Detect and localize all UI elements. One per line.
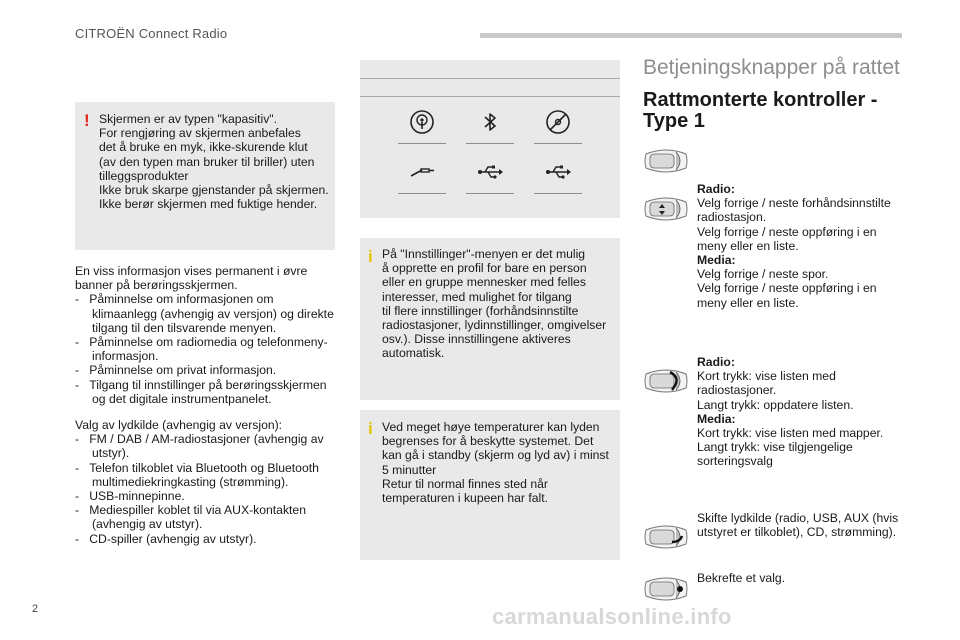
list-item: - Påminnelse om privat informasjon. — [75, 363, 277, 378]
temperature-info-text: Ved meget høye temperaturer kan lyden begrenses for å beskytte systemet. Det kan gå i standby (skjerm og lyd av) i minst 5 minutter Retur til normal finnes sted når temperaturen i kupeen har falt. — [382, 420, 609, 506]
divider — [360, 96, 620, 97]
radio-icon — [398, 108, 446, 148]
screen-illustration — [360, 60, 620, 218]
temperature-info-box — [360, 410, 620, 560]
warning-box — [75, 102, 335, 250]
exclamation-icon: ! — [84, 111, 90, 130]
divider — [360, 78, 620, 79]
list-item: - CD-spiller (avhengig av utstyr). — [75, 531, 257, 546]
steering-control-source-icon — [642, 522, 690, 552]
watermark: carmanualsonline.info — [492, 604, 732, 629]
usb-icon — [466, 158, 514, 198]
radio-label: Radio: — [697, 355, 735, 369]
header-title: CITROËN Connect Radio — [75, 26, 228, 41]
radio-text: Kort trykk: vise listen med radiostasjoner. Langt trykk: oppdatere listen. — [697, 369, 854, 412]
warning-text: Skjermen er av typen "kapasitiv". For rengjøring av skjermen anbefales det å bruke en myk, ikke-skurende klut (av den typen man bruker til briller) uten tilleggsprodukter Ikke bruk skarpe gjenstander på skjermen. Ikke berør skjermen med fuktige hender. — [99, 112, 329, 212]
control-description — [697, 355, 907, 469]
steering-control-confirm-icon — [642, 574, 690, 604]
settings-info-box — [360, 238, 620, 400]
list-item: - USB-minnepinne. — [75, 489, 185, 504]
list-item: - Påminnelse om radiomedia og telefonmeny-informasjon. — [75, 335, 328, 364]
banner-intro: En viss informasjon vises permanent i øvre banner på berøringsskjermen. — [75, 264, 308, 293]
control-description — [697, 182, 907, 310]
list-item: - Påminnelse om informasjonen om klimaanlegg (avhengig av versjon) og direkte tilgang til den tilsvarende menyen. — [75, 292, 334, 335]
list-item: - Tilgang til innstillinger på berøringsskjermen og det digitale instrumentpanelet. — [75, 377, 327, 406]
page-number: 2 — [32, 603, 39, 615]
steering-control-press-icon — [642, 366, 690, 396]
usb-icon — [534, 158, 582, 198]
list-item: - FM / DAB / AM-radiostasjoner (avhengig av utstyr). — [75, 432, 324, 461]
media-label: Media: — [697, 253, 736, 268]
subtitle: Rattmonterte kontroller - Type 1 — [643, 89, 878, 132]
list-item: - Mediespiller koblet til via AUX-kontakten (avhengig av utstyr). — [75, 503, 306, 532]
radio-label: Radio: — [697, 182, 735, 196]
source-intro: Valg av lydkilde (avhengig av versjon): — [75, 418, 283, 432]
bluetooth-icon — [466, 108, 514, 148]
aux-jack-icon — [398, 158, 446, 198]
control-description — [697, 571, 907, 585]
steering-control-icon — [642, 146, 690, 176]
control-description — [697, 511, 907, 539]
confirm-control-text: Bekrefte et valg. — [697, 571, 786, 585]
section-title: Betjeningsknapper på rattet — [643, 56, 900, 79]
source-text — [75, 418, 340, 546]
info-icon: i — [368, 247, 373, 266]
cd-icon — [534, 108, 582, 148]
header-bar — [480, 33, 902, 38]
settings-info-text: På "Innstillinger"-menyen er det mulig å opprette en profil for bare en person eller en gruppe mennesker med felles interesser, med mulighet for tilgang til flere innstillinger (forhåndsinnstilte radiostasjoner, lydinnstillinger, omgivelser osv.). Disse innstillingene aktiveres automatisk. — [382, 247, 607, 361]
radio-text: Velg forrige / neste forhåndsinnstilte radiostasjon. Velg forrige / neste oppføring i en meny eller en liste. — [697, 196, 891, 253]
media-text: Velg forrige / neste spor. Velg forrige / neste oppføring i en meny eller en liste. — [697, 267, 877, 310]
info-icon: i — [368, 419, 373, 438]
banner-text — [75, 264, 340, 406]
media-text: Kort trykk: vise listen med mapper. Langt trykk: vise tilgjengelige sorteringsvalg — [697, 426, 884, 469]
list-item: - Telefon tilkoblet via Bluetooth og Bluetooth multimediekringkasting (strømming). — [75, 460, 319, 489]
media-label: Media: — [697, 411, 736, 426]
steering-control-up-down-icon — [642, 194, 690, 224]
source-control-text: Skifte lydkilde (radio, USB, AUX (hvis utstyret er tilkoblet), CD, strømming). — [697, 511, 899, 540]
